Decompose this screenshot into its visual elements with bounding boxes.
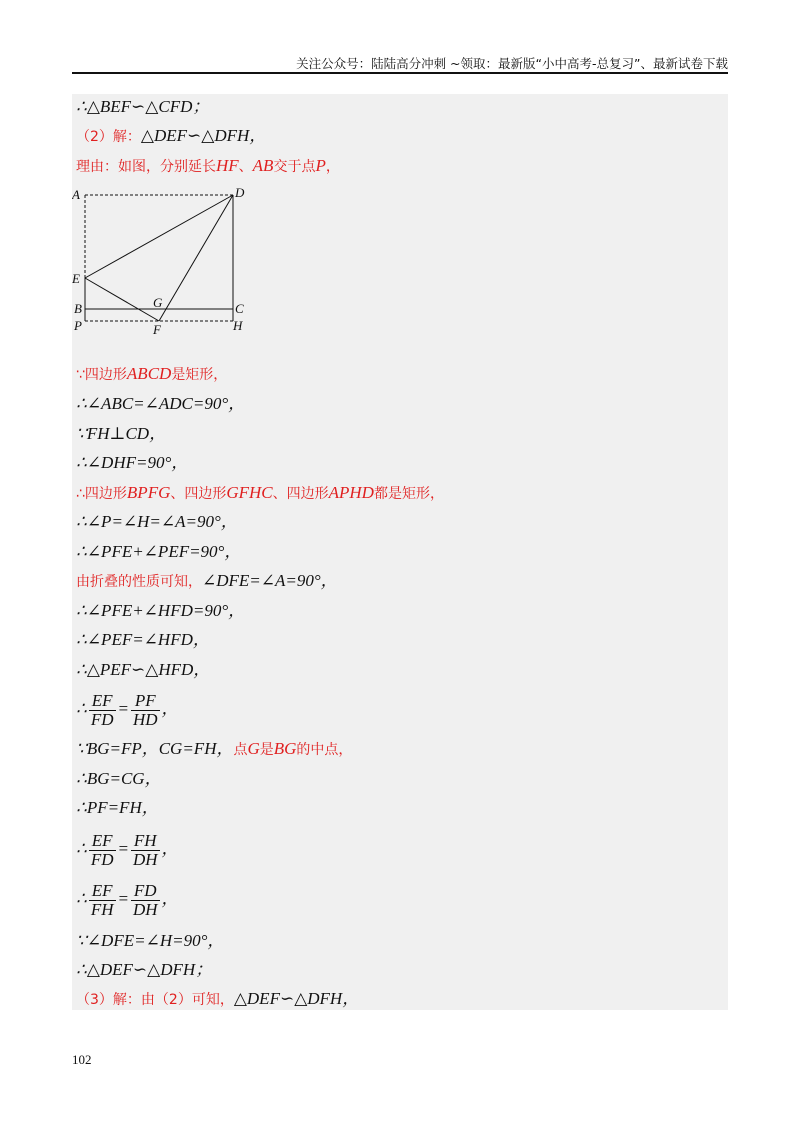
comma: ，	[161, 699, 179, 718]
denominator: HD	[132, 709, 158, 729]
part2-claim: △DEF∽△DFH，	[140, 126, 267, 145]
line-9: ∴∠P=∠H=∠A=90°，	[76, 512, 238, 531]
quad-rest: 是矩形，	[171, 367, 228, 383]
geometry-figure	[72, 182, 272, 342]
line-22: ∴△DEF∽△DFH；	[76, 960, 213, 979]
line-6: ∵FH⊥CD，	[76, 424, 167, 443]
part2-label: （2）解：	[76, 129, 141, 145]
rect-bpfg: BPFG	[126, 483, 171, 502]
rect-d: 都是矩形，	[373, 486, 444, 502]
label-c: C	[235, 301, 244, 316]
segment-fd	[159, 195, 233, 321]
line-14: ∴△PEF∽△HFD，	[76, 660, 211, 679]
line-15-fraction	[76, 688, 179, 730]
line-10: ∴∠PFE+∠PEF=90°，	[76, 542, 242, 561]
line-19-fraction	[76, 828, 179, 870]
header-rule	[72, 72, 728, 74]
label-f: F	[153, 322, 161, 337]
line-8	[76, 480, 444, 506]
segment-ed	[85, 195, 233, 278]
comma: ，	[161, 889, 179, 908]
segment-bg: BG	[273, 739, 297, 758]
part3-label: （3）解：由（2）可知，	[76, 992, 234, 1008]
because-symbol: ∵	[76, 367, 85, 383]
label-d: D	[235, 185, 245, 200]
label-e: E	[72, 271, 80, 286]
denominator: FD	[90, 849, 114, 869]
label-a: A	[72, 187, 80, 202]
quad-text: 四边形	[84, 367, 127, 383]
rect-gfhc: GFHC	[226, 483, 273, 502]
page-header: 关注公众号：陆陆高分冲刺 ~领取：最新版“小中高考-总复习”、最新试卷下载	[296, 56, 728, 71]
label-h: H	[233, 318, 243, 333]
rect-b: 、四边形	[170, 486, 227, 502]
numerator: FD	[131, 882, 160, 901]
point-p: P	[315, 156, 326, 175]
line-5: ∴∠ABC=∠ADC=90°，	[76, 394, 246, 413]
line-17: ∴BG=CG，	[76, 769, 162, 788]
numerator: FH	[131, 832, 160, 851]
point-g: G	[247, 739, 260, 758]
reason-rest: 交于点	[273, 159, 316, 175]
midpoint-rest: 的中点，	[296, 742, 353, 758]
rect-aphd: APHD	[328, 483, 374, 502]
denominator: FD	[90, 709, 114, 729]
numerator: EF	[89, 882, 116, 901]
label-g: G	[153, 295, 163, 310]
comma: ，	[161, 839, 179, 858]
line-21: ∵∠DFE=∠H=90°，	[76, 931, 225, 950]
line-16	[76, 736, 352, 762]
label-p: P	[74, 318, 82, 333]
line-23	[76, 986, 359, 1012]
segment-hf: HF	[216, 156, 239, 175]
equals: =	[117, 889, 129, 908]
numerator: PF	[131, 692, 160, 711]
fraction-fh-dh	[131, 832, 160, 869]
therefore-symbol: ∴	[76, 839, 87, 858]
solution-panel	[72, 94, 728, 1010]
midpoint-math: ∵BG=FP，CG=FH，	[76, 739, 234, 758]
reason-end: ，	[325, 159, 340, 175]
line-4	[76, 361, 227, 387]
denominator: DH	[132, 899, 158, 919]
fraction-ef-fd	[89, 692, 116, 729]
numerator: EF	[89, 692, 116, 711]
quad-abcd: ABCD	[126, 364, 172, 383]
line-11	[76, 568, 338, 594]
page-number: 102	[72, 1052, 92, 1067]
fold-math: ∠DFE=∠A=90°，	[202, 571, 338, 590]
line-3	[76, 153, 340, 179]
part3-math: △DEF∽△DFH，	[233, 989, 360, 1008]
label-b: B	[74, 301, 82, 316]
segment-ab: AB	[252, 156, 274, 175]
fraction-ef-fh	[89, 882, 116, 919]
reason-sep: 、	[238, 159, 253, 175]
fraction-ef-fd	[89, 832, 116, 869]
line-1: ∴△BEF∽△CFD；	[76, 97, 210, 116]
numerator: EF	[89, 832, 116, 851]
equals: =	[117, 839, 129, 858]
rect-a: ∴四边形	[76, 486, 127, 502]
rect-c: 、四边形	[272, 486, 329, 502]
line-7: ∴∠DHF=90°，	[76, 453, 189, 472]
fold-text: 由折叠的性质可知，	[76, 574, 202, 590]
therefore-symbol: ∴	[76, 889, 87, 908]
reason-text: 理由：如图，分别延长	[76, 159, 216, 175]
line-18: ∴PF=FH，	[76, 798, 159, 817]
line-2	[76, 123, 266, 149]
fraction-fd-dh	[131, 882, 160, 919]
line-12: ∴∠PFE+∠HFD=90°，	[76, 601, 246, 620]
denominator: FH	[90, 899, 114, 919]
line-20-fraction	[76, 878, 179, 920]
midpoint-text: 点	[233, 742, 248, 758]
segment-ef	[85, 278, 159, 321]
midpoint-is: 是	[259, 742, 274, 758]
denominator: DH	[132, 849, 158, 869]
equals: =	[117, 699, 129, 718]
therefore-symbol: ∴	[76, 699, 87, 718]
fraction-pf-hd	[131, 692, 160, 729]
line-13: ∴∠PEF=∠HFD，	[76, 630, 210, 649]
